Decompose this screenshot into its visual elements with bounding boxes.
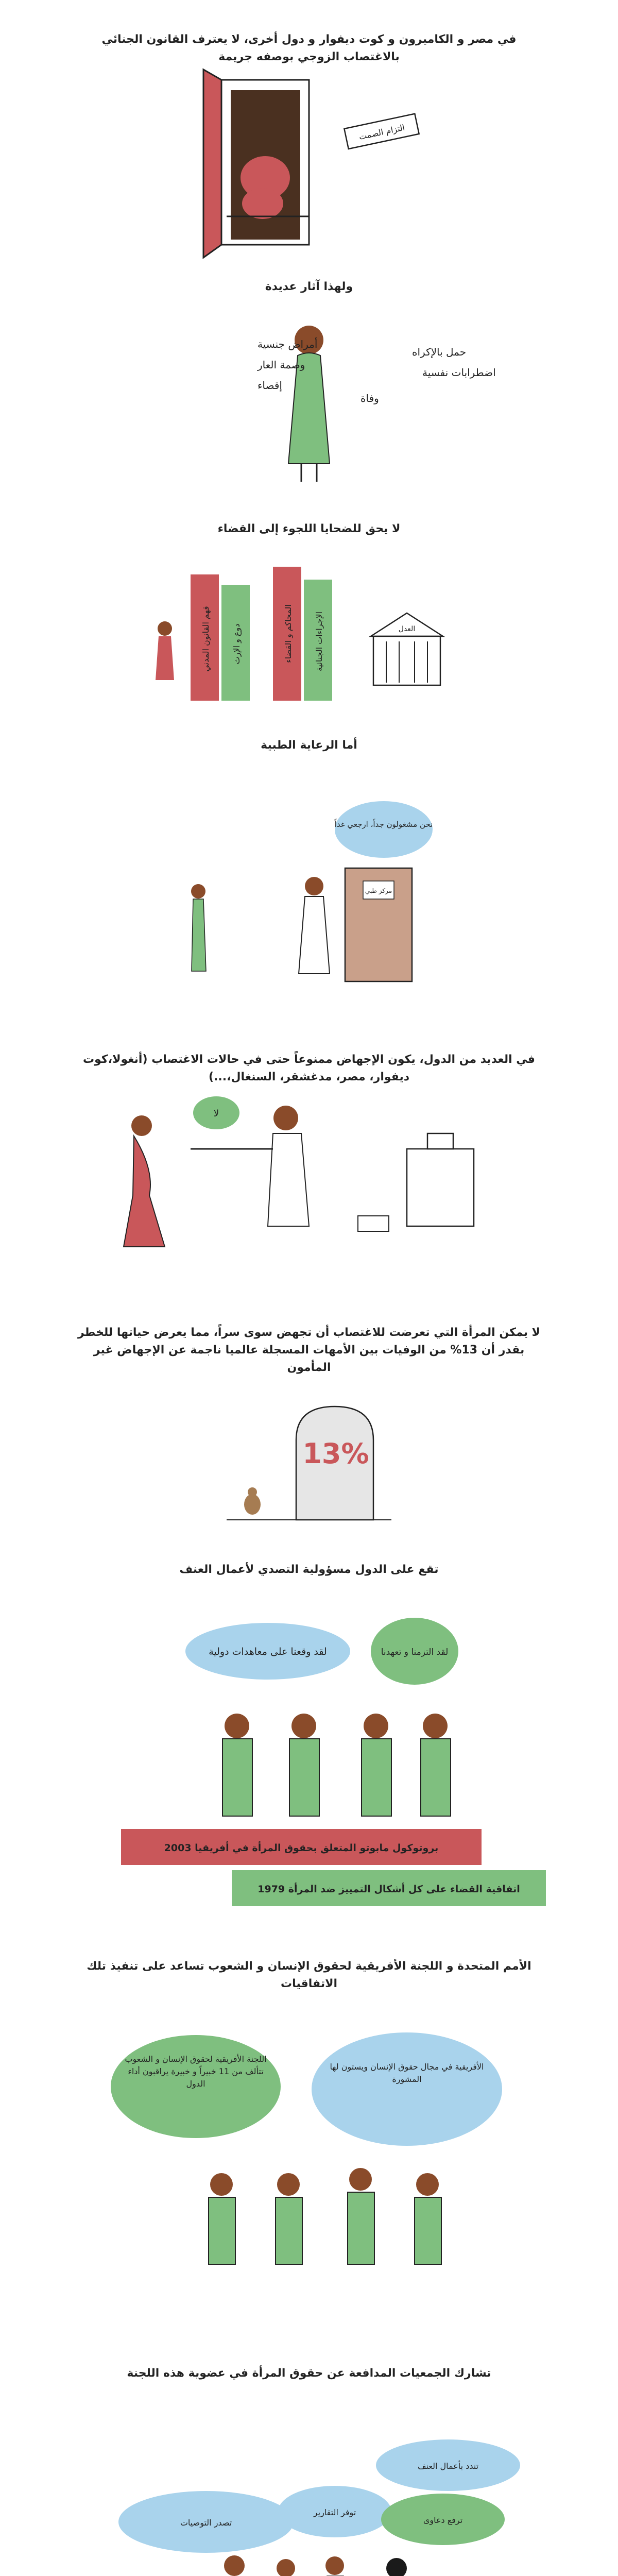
books-and-court-illustration xyxy=(0,495,618,732)
bubble-text: اللجنة الأفريقية لحقوق الإنسان و الشعوب تتألف من 11 خبيراً و خبيرة يراقبون أداء الدول xyxy=(125,2054,267,2089)
door-frame xyxy=(203,70,309,258)
speech-bubble-right xyxy=(312,2032,502,2146)
consequence-label: وفاة xyxy=(360,392,379,404)
panel-caption: أما الرعاية الطبية xyxy=(261,739,357,752)
doctor-figure xyxy=(299,877,330,974)
bird xyxy=(244,1487,261,1515)
panel-caption: تقع على الدول مسؤولية التصدي لأعمال العنف xyxy=(179,1563,439,1576)
panel-un-african-commission xyxy=(0,1953,618,2324)
tombstone xyxy=(296,1406,373,1520)
banner-cedaw xyxy=(232,1870,546,1906)
panel-caption: الأمم المتحدة و اللجنة الأفريقية لحقوق الإنسان و الشعوب تساعد على تنفيذ تلك الاتفاقيات xyxy=(87,1960,531,1990)
panel-associations xyxy=(0,2324,618,2576)
speech-bubble-left xyxy=(111,2035,281,2138)
woman-consequences-illustration xyxy=(0,278,618,495)
panel-caption: في العديد من الدول، يكون الإجهاض ممنوعاً حتى في حالات الاغتصاب (أنغولا،كوت ديفوار، مصر، مدغشقر، السنغال،...) xyxy=(83,1053,535,1083)
bubble-text: تندد بأعمال العنف xyxy=(417,2461,479,2471)
bubble-text: الأفريقية في مجال حقوق الإنسان ويستون لها المشورة xyxy=(330,2062,484,2084)
refusal-illustration xyxy=(0,1030,618,1319)
pregnant-woman-figure xyxy=(124,1115,165,1247)
consequence-label: اضطرابات نفسية xyxy=(422,366,496,379)
commission-illustration xyxy=(0,1953,618,2324)
door-sign: مركز طبي xyxy=(365,887,392,894)
panel-caption: في مصر و الكاميرون و كوت ديفوار و دول أخرى، لا يعترف القانون الجنائي بالاغتصاب الزوجي بوصفه جريمة xyxy=(101,33,517,63)
speech-bubble xyxy=(376,2439,520,2491)
officials-illustration xyxy=(0,1561,618,1953)
panel-caption: ولهذا آثار عديدة xyxy=(265,280,353,293)
officials-group xyxy=(222,1714,451,1816)
book-title: المحاكم و القضاء xyxy=(283,604,293,663)
speech-bubble xyxy=(334,801,433,858)
open-door-illustration xyxy=(0,0,618,278)
speech-bubble xyxy=(278,2486,391,2537)
banner-maputo xyxy=(121,1829,482,1865)
associations-illustration xyxy=(0,2324,618,2576)
women-activists xyxy=(216,2555,412,2576)
speech-bubble xyxy=(193,1096,239,1129)
clinic-door xyxy=(345,868,412,981)
panel-no-justice xyxy=(0,495,618,732)
bubble-text: لقد وقعنا على معاهدات دولية xyxy=(209,1646,327,1657)
tombstone-text: 13% xyxy=(302,1437,369,1470)
consequence-label: أمراض جنسية xyxy=(258,338,318,350)
book-title: الإجراءات الجنائية xyxy=(314,611,324,672)
bubble-text: توفر التقارير xyxy=(313,2507,356,2517)
panel-marital-rape-law xyxy=(0,0,618,278)
silence-sign xyxy=(344,114,419,149)
book-title: فهم القانون المدني xyxy=(201,606,211,672)
tombstone-illustration xyxy=(0,1319,618,1561)
commission-members xyxy=(209,2168,441,2264)
law-books xyxy=(191,567,332,701)
bubble-text: ترفع دعاوى xyxy=(423,2515,463,2525)
panel-caption: تشارك الجمعيات المدافعة عن حقوق المرأة في عضوية هذه اللجنة xyxy=(127,2367,491,2380)
consequence-label: حمل بالإكراه xyxy=(412,346,467,358)
panel-unsafe-abortion xyxy=(0,1319,618,1561)
panel-state-responsibility xyxy=(0,1561,618,1953)
clinic-illustration xyxy=(0,732,618,1030)
courthouse xyxy=(371,613,443,685)
speech-bubble-left xyxy=(185,1623,350,1680)
speech-bubble-right xyxy=(371,1618,458,1685)
book-title: دوع و الإرث xyxy=(232,623,242,665)
banner-text: اتفاقية القضاء على كل أشكال التمييز ضد المرأة 1979 xyxy=(258,1884,520,1895)
hospital-building xyxy=(358,1133,474,1231)
panel-caption: لا يحق للضحايا اللجوء إلى القضاء xyxy=(217,522,401,535)
consequence-label: إقصاء xyxy=(258,379,282,392)
court-sign: العدل xyxy=(398,625,416,633)
panel-caption: لا يمكن المرأة التي تعرضت للاغتصاب أن تجهض سوى سراً، مما يعرض حياتها للخطر بقدر أن 13% من الوفيات بين الأمهات المسجلة عالميا ناجمة عن الإجهاض غير المأمون xyxy=(77,1326,540,1374)
panel-abortion-banned xyxy=(0,1030,618,1319)
bubble-text: تصدر التوصيات xyxy=(180,2518,232,2528)
bubble-text: لا xyxy=(213,1108,219,1119)
speech-bubble xyxy=(118,2491,294,2553)
panel-consequences xyxy=(0,278,618,495)
sign-text: التزام الصمت xyxy=(358,122,406,142)
speech-bubble xyxy=(381,2494,505,2545)
bubble-text: نحن مشغولون جداً، ارجعي غداً xyxy=(334,820,433,829)
panel-medical-care xyxy=(0,732,618,1030)
banner-text: بروتوكول مابوتو المتعلق بحقوق المرأة في أفريقيا 2003 xyxy=(164,1842,439,1854)
woman-figure xyxy=(191,884,206,971)
consequence-label: وصمة العار xyxy=(258,359,305,371)
bubble-text: لقد التزمنا و تعهدنا xyxy=(381,1647,449,1657)
small-woman-figure xyxy=(156,621,174,680)
